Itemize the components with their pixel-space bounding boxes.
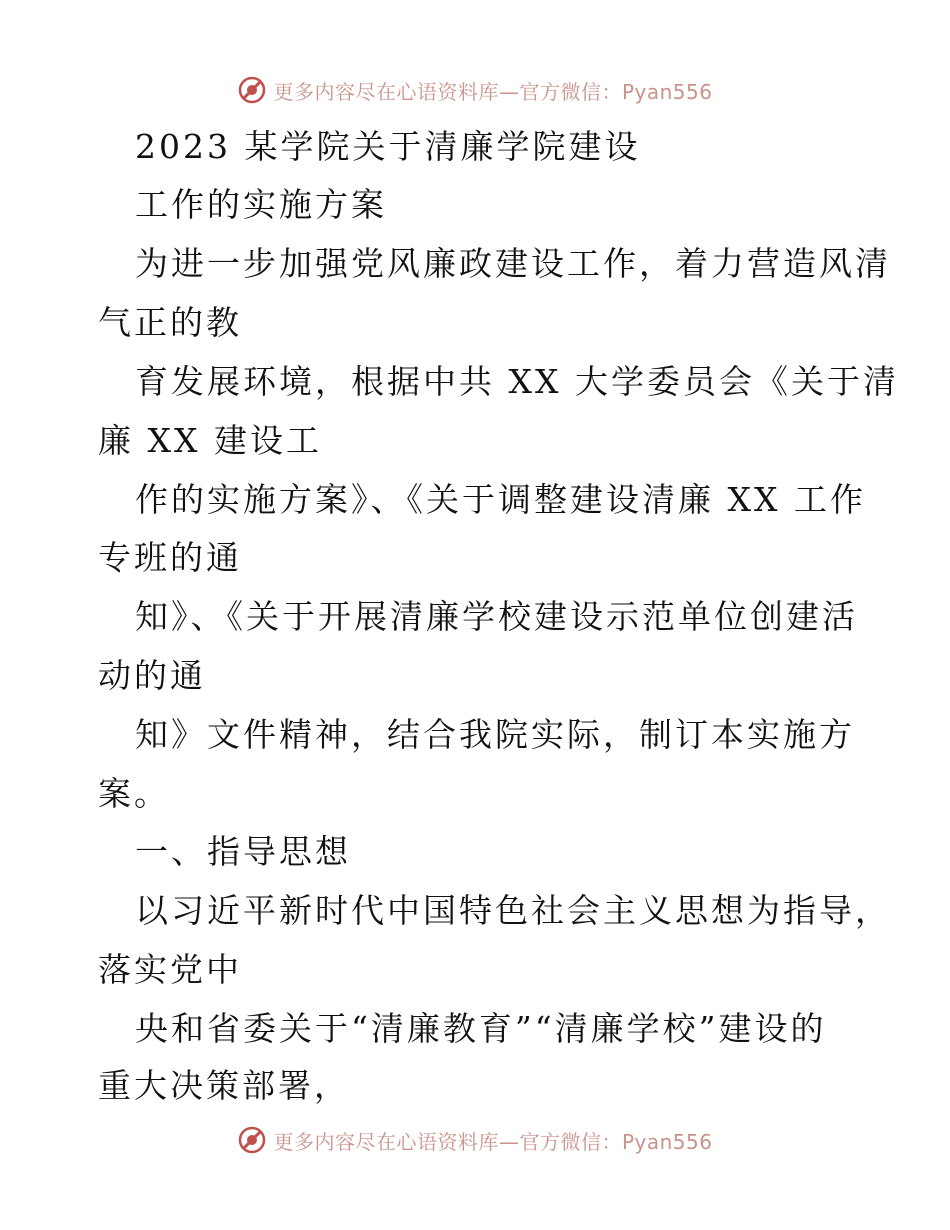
paragraph-line: 育发展环境，根据中共 XX 大学委员会《关于清	[135, 362, 899, 401]
paragraph-line: 以习近平新时代中国特色社会主义思想为指导，	[135, 891, 891, 930]
section-heading: 一、指导思想	[135, 832, 351, 871]
paragraph-line: 央和省委关于“清廉教育”“清廉学校”建设的	[135, 1009, 827, 1048]
paragraph-line: 落实党中	[98, 950, 242, 989]
footer-watermark	[0, 1120, 950, 1160]
title-line-2: 工作的实施方案	[135, 185, 387, 224]
paragraph-line: 作的实施方案》、《关于调整建设清廉 XX 工作	[135, 480, 866, 519]
paragraph-line: 知》、《关于开展清廉学校建设示范单位创建活	[135, 597, 858, 636]
paragraph-line: 动的通	[98, 656, 206, 695]
paragraph-line: 为进一步加强党风廉政建设工作，着力营造风清	[135, 244, 891, 283]
watermark-text: 更多内容尽在心语资料库—官方微信：Pyan556	[273, 1129, 713, 1154]
paragraph-line: 专班的通	[98, 538, 242, 577]
watermark-text: 更多内容尽在心语资料库—官方微信：Pyan556	[273, 79, 713, 104]
title-line-1: 2023 某学院关于清廉学院建设	[135, 127, 641, 166]
paragraph-line: 廉 XX 建设工	[98, 421, 322, 460]
stamp-logo-icon	[237, 75, 267, 105]
header-watermark	[0, 70, 950, 110]
paragraph-line: 案。	[98, 774, 170, 813]
paragraph-line: 重大决策部署，	[98, 1066, 350, 1105]
paragraph-line: 知》文件精神，结合我院实际，制订本实施方	[135, 715, 855, 754]
paragraph-line: 气正的教	[98, 303, 242, 342]
stamp-logo-icon	[237, 1125, 267, 1155]
